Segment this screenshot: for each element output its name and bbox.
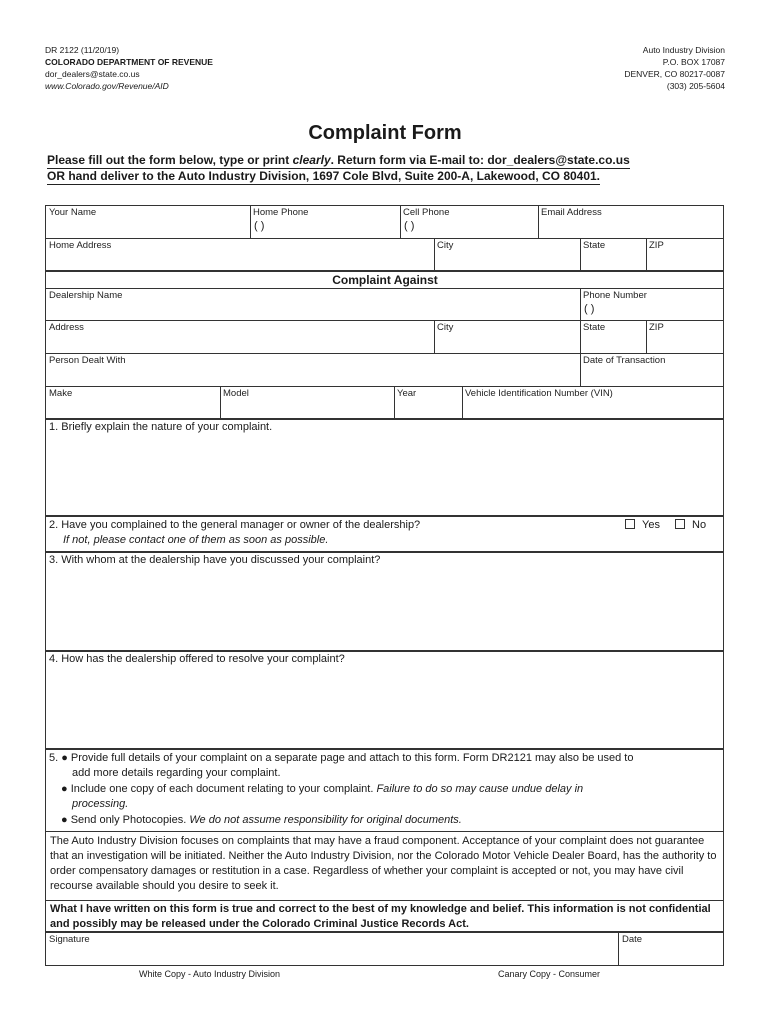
disclaimer-text: The Auto Industry Division focuses on complaints that may have a fraud component. Acceptance of your complaint does not guarantee that an investigation will be initiated. Neither the Auto Industry Division, nor the Colorado Motor Vehicle Dealer Board, has the authority to order compensatory damages or restitution in a case. Regardless of whether your complaint is accepted or not, you may have civil recourse available should you desire to seek it. [50, 835, 717, 892]
question-4-box[interactable] [45, 651, 724, 749]
question-1-label: 1. Briefly explain the nature of your complaint. [49, 421, 273, 433]
header-website: www.Colorado.gov/Revenue/AID [45, 81, 169, 91]
header-right [624, 44, 725, 92]
header-email: dor_dealers@state.co.us [45, 69, 140, 79]
department-name: COLORADO DEPARTMENT OF REVENUE [45, 57, 213, 67]
q5-line-2: add more details regarding your complaint. [72, 767, 281, 779]
home-zip-field[interactable]: ZIP [649, 240, 664, 251]
dealer-city-field[interactable]: City [437, 322, 454, 333]
po-box: P.O. BOX 17087 [662, 57, 725, 67]
q5-line-5-em: We do not assume responsibility for original documents. [189, 814, 462, 826]
home-state-field[interactable]: State [583, 240, 606, 251]
q5-line-5 [61, 814, 462, 826]
instr-line1-em: clearly [292, 153, 331, 167]
person-dealt-with-field[interactable]: Person Dealt With [49, 355, 126, 366]
q5-line-3-em: Failure to do so may cause undue delay in [376, 783, 584, 795]
canary-copy-note: Canary Copy - Consumer [498, 969, 601, 979]
question-3-label: 3. With whom at the dealership have you discussed your complaint? [49, 554, 381, 566]
dealer-state-field[interactable]: State [583, 322, 606, 333]
home-city-field[interactable]: City [437, 240, 454, 251]
instr-line2: OR hand deliver to the Auto Industry Division, 1697 Cole Blvd, Suite 200-A, Lakewood, CO 80401. [47, 169, 601, 183]
complaint-against-heading: Complaint Against [332, 273, 438, 287]
division-name: Auto Industry Division [642, 45, 725, 55]
year-field[interactable]: Year [397, 388, 417, 399]
question-1-box[interactable] [45, 419, 724, 516]
q5-line-3-text: ● Include one copy of each document relating to your complaint. [61, 783, 377, 795]
question-2-label: 2. Have you complained to the general manager or owner of the dealership? [49, 519, 421, 531]
dealership-name-field[interactable]: Dealership Name [49, 290, 123, 301]
instr-line1-b: . Return form via E-mail to: dor_dealers@state.co.us [330, 153, 630, 167]
dealer-phone-field[interactable]: Phone Number [583, 290, 647, 301]
q5-line-4: processing. [72, 798, 129, 810]
question-4-label: 4. How has the dealership offered to resolve your complaint? [49, 653, 345, 665]
certification-text: What I have written on this form is true and correct to the best of my knowledge and belief. This information is not confidential and possibly may be released under the Colorado Criminal Justice Records Act. [50, 903, 711, 930]
date-of-transaction-field[interactable]: Date of Transaction [583, 355, 666, 366]
no-checkbox[interactable] [675, 519, 685, 529]
division-phone: (303) 205-5604 [666, 81, 725, 91]
white-copy-note: White Copy - Auto Industry Division [139, 969, 281, 979]
home-phone-field[interactable]: Home Phone [253, 207, 309, 218]
q5-line-3 [61, 783, 583, 795]
city-line: DENVER, CO 80217-0087 [624, 69, 725, 79]
page-title: Complaint Form [308, 122, 462, 144]
signature-field[interactable]: Signature [49, 934, 90, 945]
home-phone-parens: ( ) [254, 220, 265, 232]
your-name-field[interactable]: Your Name [49, 207, 97, 218]
question-2-note: If not, please contact one of them as soon as possible. [63, 534, 329, 546]
q5-line-1: 5. ● Provide full details of your complaint on a separate page and attach to this form. Form DR2121 may also be used to [49, 752, 634, 764]
yes-label: Yes [642, 519, 660, 531]
q5-line-5-text: ● Send only Photocopies. [61, 814, 190, 826]
email-address-field[interactable]: Email Address [541, 207, 602, 218]
vin-field[interactable]: Vehicle Identification Number (VIN) [465, 388, 613, 399]
form-id: DR 2122 (11/20/19) [45, 45, 120, 55]
cell-phone-field[interactable]: Cell Phone [403, 207, 450, 218]
instr-line1-a: Please fill out the form below, type or print [47, 153, 293, 167]
question-3-box[interactable] [45, 552, 724, 651]
dealer-phone-parens: ( ) [584, 303, 595, 315]
dealer-zip-field[interactable]: ZIP [649, 322, 664, 333]
home-address-field[interactable]: Home Address [49, 240, 112, 251]
date-field[interactable]: Date [622, 934, 643, 945]
instructions [47, 152, 630, 184]
make-field[interactable]: Make [49, 388, 73, 399]
dealer-address-field[interactable]: Address [49, 322, 84, 333]
no-label: No [692, 519, 707, 531]
header-left [45, 44, 213, 92]
cell-phone-parens: ( ) [404, 220, 415, 232]
model-field[interactable]: Model [223, 388, 249, 399]
yes-checkbox[interactable] [625, 519, 635, 529]
